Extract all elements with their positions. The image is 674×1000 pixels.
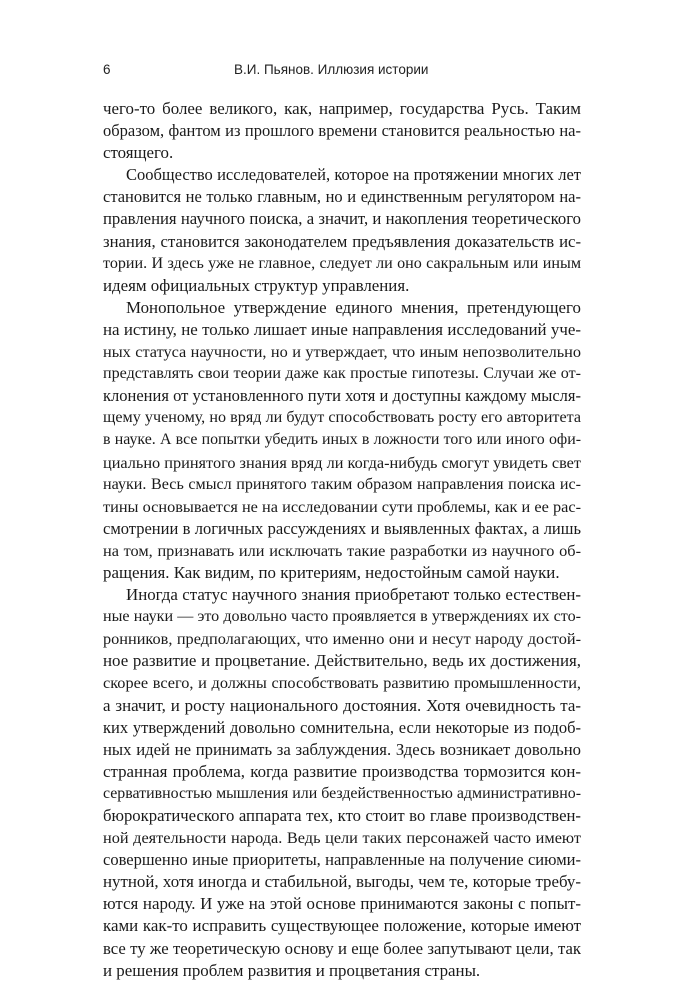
text-line: Иногда статус научного знания приобретают только естествен- xyxy=(126,585,581,605)
text-line: стоящего. xyxy=(103,143,174,163)
text-line: ких утверждений довольно сомнительна, если некоторые из подоб- xyxy=(103,717,581,737)
text-line: бюрократического аппарата тех, кто стоит во главе производствен- xyxy=(103,806,581,825)
body-text xyxy=(103,98,581,982)
text-line: щему ученому, но вряд ли будут способствовать росту его авторитета xyxy=(103,409,581,427)
text-line: все ту же теоретическую основу и еще более запутывают цели, так xyxy=(103,938,581,958)
text-line: и решения проблем развития и процветания страны. xyxy=(103,960,481,980)
text-line: ками как-то исправить существующее положение, которые имеют xyxy=(103,916,581,936)
text-line: идеям официальных структур управления. xyxy=(103,275,410,295)
text-line: ные науки — это довольно часто проявляется в утверждениях их сто- xyxy=(103,608,581,626)
running-title: В.И. Пьянов. Иллюзия истории xyxy=(234,62,429,77)
text-line: смотрении в логичных рассуждениях и выявленных фактах, а лишь xyxy=(103,518,581,538)
text-line: тины основывается не на исследовании сути проблемы, как и ее рас- xyxy=(103,496,581,516)
text-line: образом, фантом из прошлого времени становится реальностью на- xyxy=(103,121,581,141)
text-line: ных идей не принимать за заблуждения. Здесь возникает довольно xyxy=(103,739,581,759)
text-line: в науке. А все попытки убедить иных в ложности того или иного офи- xyxy=(103,431,581,449)
text-line: знания, становится законодателем предъявления доказательств ис- xyxy=(103,231,581,251)
text-line: клонения от установленного пути хотя и доступны каждому мысля- xyxy=(103,386,581,406)
paragraph xyxy=(103,164,581,297)
text-line: ются народу. И уже на этой основе принимаются законы с попыт- xyxy=(103,894,581,914)
text-line: ной деятельности народа. Ведь цели таких персонажей часто имеют xyxy=(103,828,581,848)
text-line: становится не только главным, но и единственным регулятором на- xyxy=(103,187,581,207)
paragraph xyxy=(103,584,581,982)
paragraph xyxy=(103,98,581,164)
text-line: ращения. Как видим, по критериям, недостойным самой науки. xyxy=(103,562,560,582)
text-line: представлять свои теории даже как простые гипотезы. Случаи же от- xyxy=(103,365,581,383)
paragraph xyxy=(103,297,581,584)
page-number: 6 xyxy=(103,62,111,77)
text-line: на том, признавать или исключать такие разработки из научного об- xyxy=(103,540,581,560)
text-line: правления научного поиска, а значит, и накопления теоретического xyxy=(103,209,581,229)
text-line: на истину, не только лишает иные направления исследований уче- xyxy=(103,319,581,339)
text-line: совершенно иные приоритеты, направленные на получение сиюми- xyxy=(103,850,581,870)
text-line: тории. И здесь уже не главное, следует ли оно сакральным или иным xyxy=(103,254,581,272)
text-line: науки. Весь смысл принятого таким образом направления поиска ис- xyxy=(103,475,581,493)
text-line: ное развитие и процветание. Действительно, ведь их достижения, xyxy=(103,651,581,671)
text-line: странная проблема, когда развитие производства тормозится кон- xyxy=(103,761,581,781)
text-line: Монопольное утверждение единого мнения, претендующего xyxy=(126,297,581,317)
running-head xyxy=(103,62,581,82)
text-line: скорее всего, и должны способствовать развитию промышленности, xyxy=(103,673,581,693)
text-line: Сообщество исследователей, которое на протяжении многих лет xyxy=(126,165,581,185)
text-line: а значит, и росту национального достояния. Хотя очевидность та- xyxy=(103,695,581,715)
text-line: сервативностью мышления или бездейственностью административно- xyxy=(103,784,582,802)
text-line: чего-то более великого, как, например, государства Русь. Таким xyxy=(103,99,581,118)
text-line: ронников, предполагающих, что именно они и несут народу достой- xyxy=(103,629,581,649)
text-line: ных статуса научности, но и утверждает, что иным непозволительно xyxy=(103,342,581,362)
text-line: циально принятого знания вряд ли когда-нибудь смогут увидеть свет xyxy=(103,452,581,472)
text-line: нутной, хотя иногда и стабильной, выгоды, чем те, которые требу- xyxy=(103,872,581,892)
